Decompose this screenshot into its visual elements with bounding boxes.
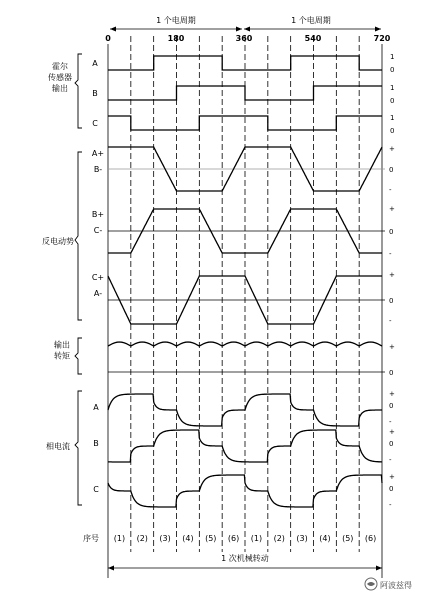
sequence-label: (4) [182,534,194,543]
group-label-sequence: 序号 [83,534,99,543]
level-emf1-zero: 0 [389,166,394,174]
period-arrows [110,15,381,32]
degree-label-540: 540 [304,34,322,43]
group-braces [75,54,82,505]
group-label-emf: 反电动势 [42,237,74,246]
level-current-b-plus: + [389,428,395,436]
group-label-hall: 霍尔传感器输出 [48,62,72,93]
sequence-label: (4) [319,534,331,543]
level-emf3-plus: + [389,271,395,279]
sequence-label: (5) [205,534,217,543]
emf-label-c-minus: C- [93,226,103,235]
group-labels [42,61,99,543]
period-label-2: 1 个电周期 [291,16,331,25]
degree-label-180: 180 [167,34,185,43]
level-torque-zero: 0 [389,369,394,377]
current-label-c: C [93,485,99,494]
level-emf3-minus: - [389,317,392,325]
current-label-b: B [93,439,99,448]
level-emf2-zero: 0 [389,228,394,236]
level-current-c-zero: 0 [389,485,394,493]
level-emf2-plus: + [389,205,395,213]
group-label-current: 相电流 [46,442,70,451]
baseline-axes [108,169,385,372]
sequence-label: (2) [136,534,148,543]
hall-wave-b [108,86,382,100]
sequence-label: (3) [296,534,308,543]
current-label-a: A [93,403,99,412]
sequence-label: (6) [227,534,240,543]
level-emf1-minus: - [389,186,392,194]
emf-label-b-plus: B+ [91,210,105,219]
degree-label-0: 0 [105,34,111,43]
period-label-1: 1 个电周期 [156,16,196,25]
degree-label-360: 360 [235,34,253,43]
level-current-b-zero: 0 [389,440,394,448]
level-current-c-plus: + [389,473,395,481]
level-current-a-zero: 0 [389,402,394,410]
sequence-label: (5) [342,534,354,543]
sequence-label: (2) [273,534,285,543]
hall-label-b: B [92,89,98,98]
watermark-text: 阿波兹得 [380,581,412,590]
grid-lines [108,36,382,578]
sequence-label: (1) [113,534,126,543]
level-hall-b-1: 1 [390,84,395,92]
level-emf3-zero: 0 [389,297,394,305]
emf-label-c-plus: C+ [91,273,105,282]
watermark [365,578,412,590]
level-hall-c-0: 0 [390,127,395,135]
level-current-c-minus: - [389,501,392,509]
level-current-a-plus: + [389,390,395,398]
degree-label-720: 720 [373,34,391,43]
degree-labels [105,34,391,43]
hall-label-a: A [92,59,98,68]
sequence-label: (1) [250,534,263,543]
level-current-a-minus: - [389,418,392,426]
emf-label-a-minus: A- [93,289,103,298]
mechanical-rotation [108,553,382,571]
level-emf2-minus: - [389,250,392,258]
level-current-b-minus: - [389,456,392,464]
emf-label-b-minus: B- [93,165,103,174]
sequence-label: (6) [364,534,377,543]
signal-labels [92,59,104,494]
hall-label-c: C [92,119,98,128]
emf-label-a-plus: A+ [91,149,105,158]
level-torque-plus: + [389,343,395,351]
level-hall-a-0: 0 [390,66,395,74]
mechanical-rotation-label: 1 次机械转动 [221,554,269,563]
level-hall-a-1: 1 [390,53,395,61]
level-hall-b-0: 0 [390,97,395,105]
level-labels [389,53,395,509]
level-emf1-plus: + [389,145,395,153]
level-hall-c-1: 1 [390,114,395,122]
sequence-label: (3) [159,534,171,543]
group-label-torque: 输出转矩 [54,340,70,361]
